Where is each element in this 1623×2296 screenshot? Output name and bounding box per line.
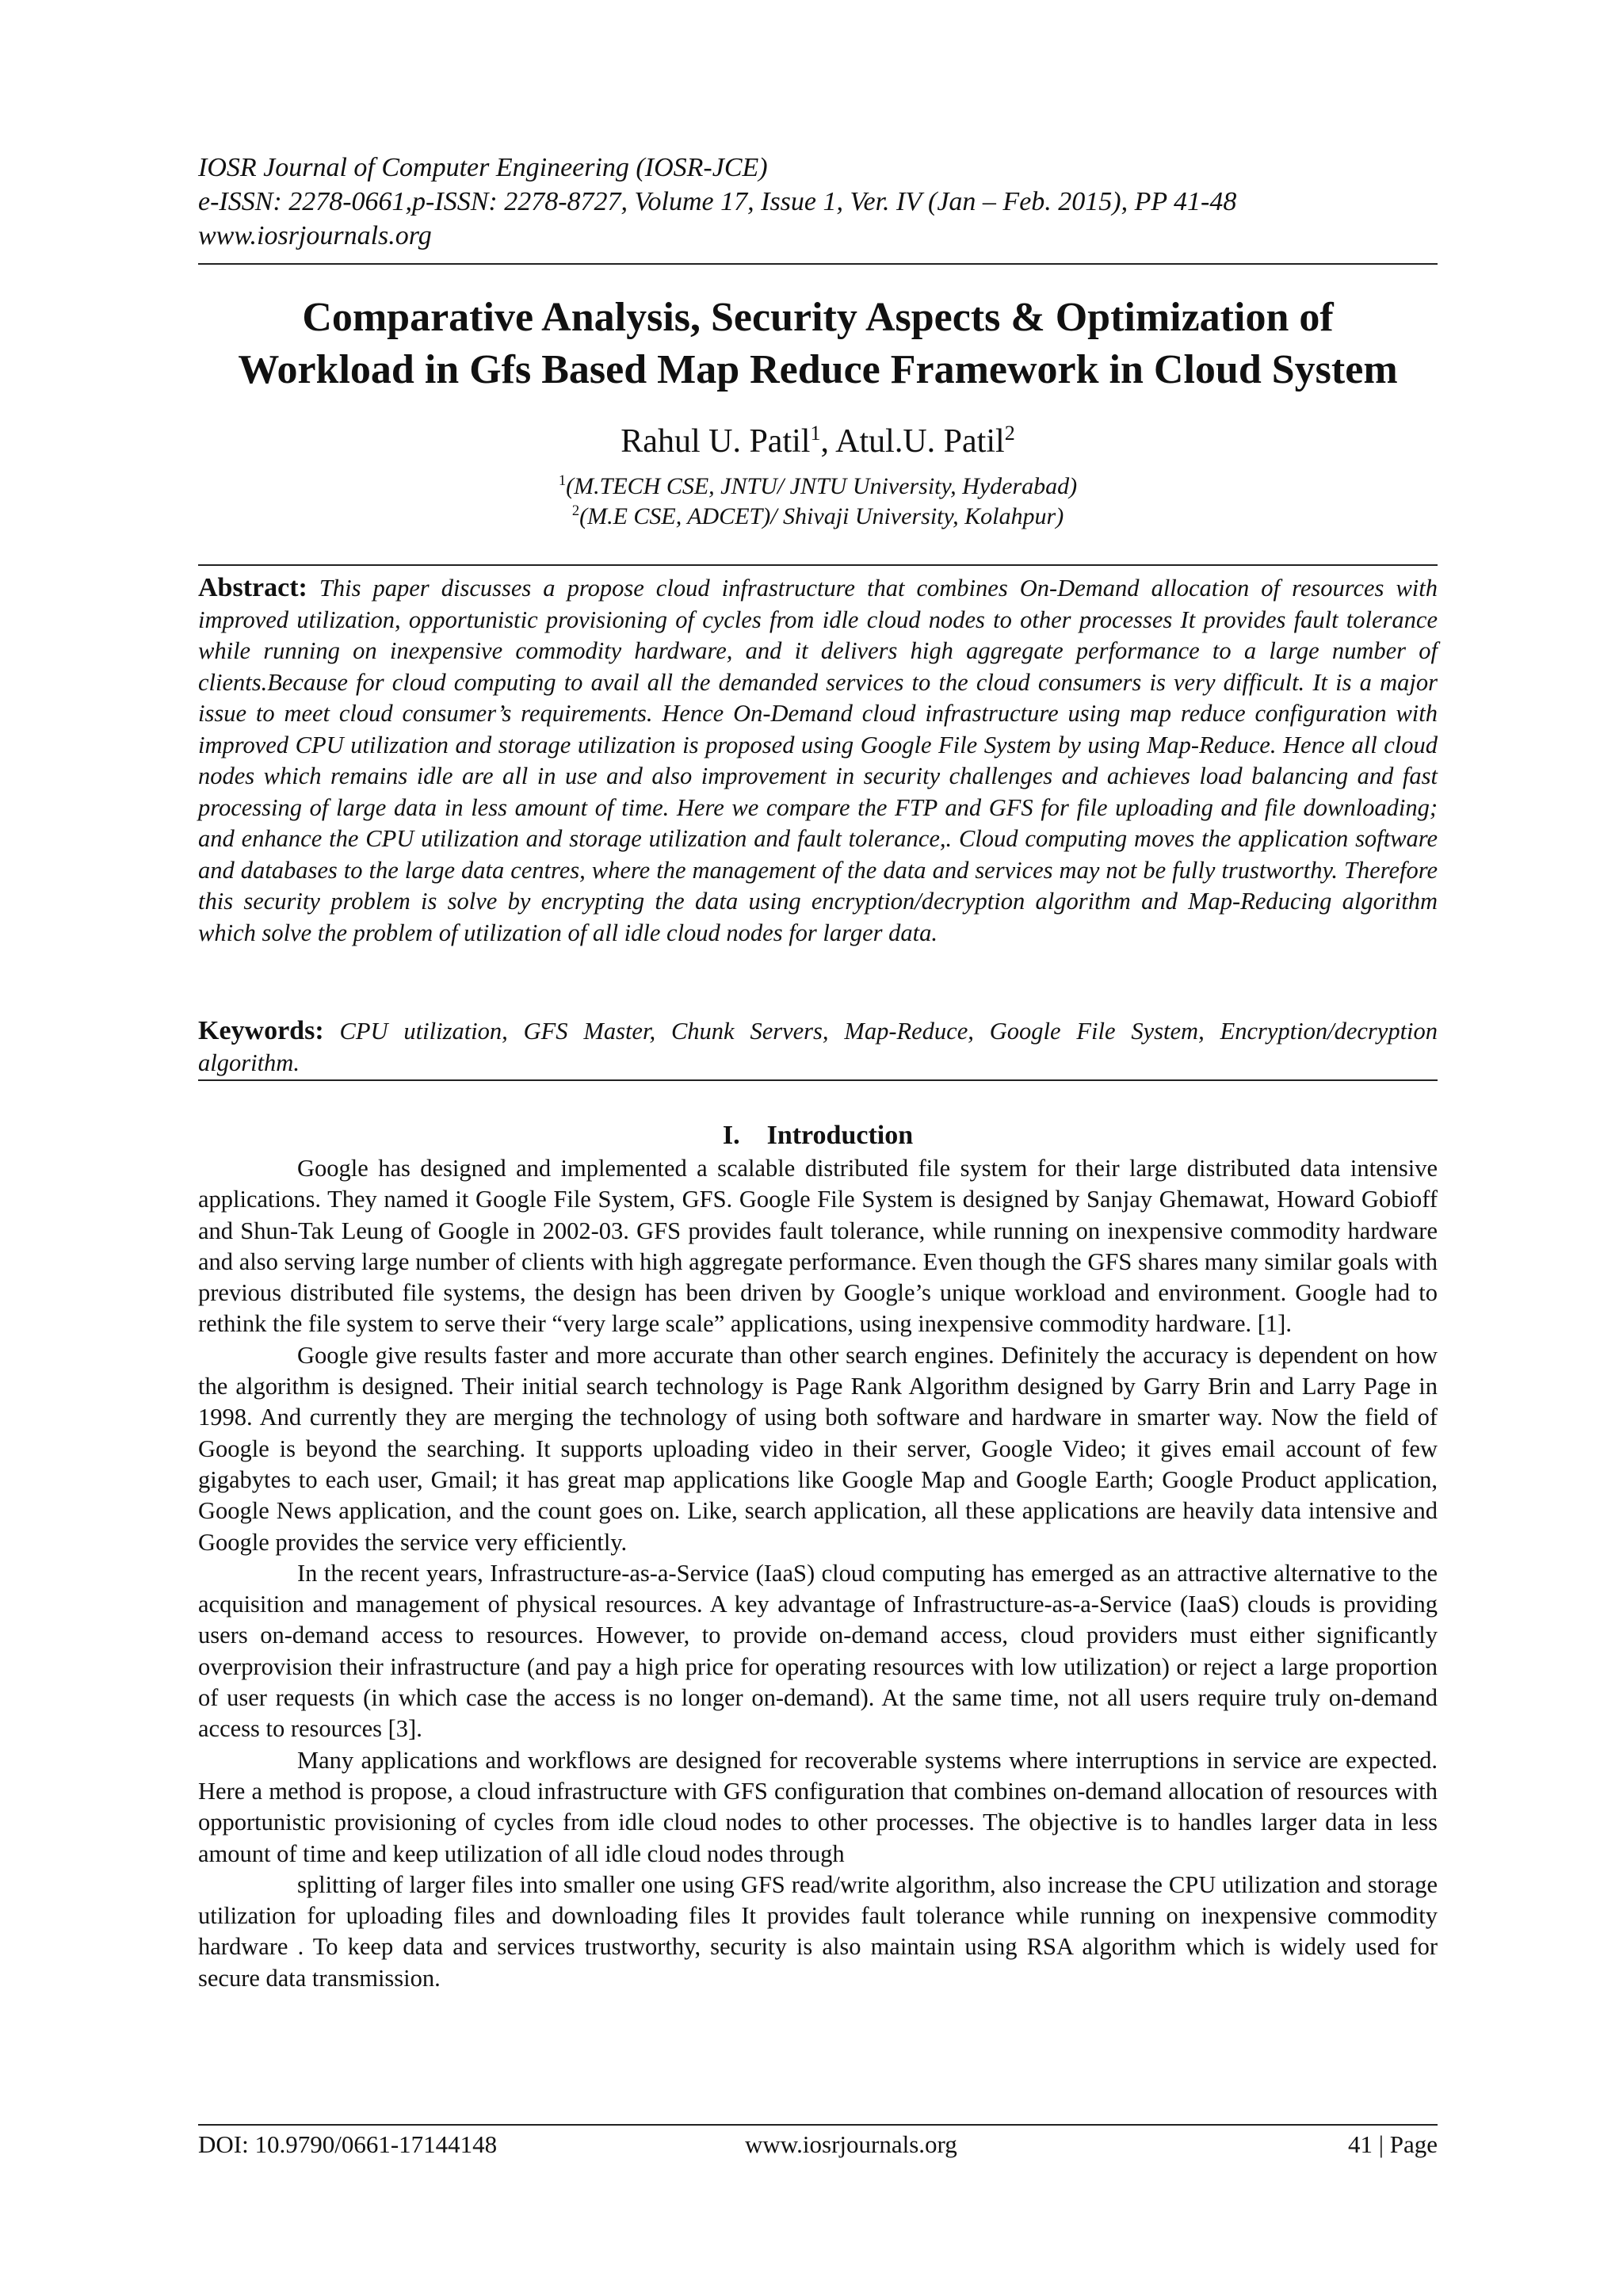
footer-rule [198, 2124, 1438, 2126]
abstract-label: Abstract: [198, 573, 307, 602]
journal-website[interactable]: www.iosrjournals.org [198, 221, 432, 250]
author-name: Atul.U. Patil [835, 423, 1005, 460]
body-paragraph: splitting of larger files into smaller one using GFS read/write algorithm, also increase the CPU utilization and storage utilization for uploading files and downloading files It provides fault tolerance while running on inexpensive commodity hardware . To keep data and services trustworthy, security is also maintain using RSA algorithm which is widely used for secure data transmission. [198, 1870, 1438, 1992]
abstract-bottom-rule [198, 1079, 1438, 1081]
affiliation-mark: 2 [571, 502, 580, 519]
abstract-top-rule [198, 564, 1438, 566]
journal-issn: e-ISSN: 2278-0661,p-ISSN: 2278-8727, Volume 17, Issue 1, Ver. IV (Jan – Feb. 2015), PP 41-48 [198, 187, 1237, 216]
keywords [198, 1015, 1438, 1079]
journal-header [198, 151, 1438, 253]
keywords-text: CPU utilization, GFS Master, Chunk Servers, Map-Reduce, Google File System, Encryption/decryption algorithm. [198, 1018, 1438, 1076]
affiliation-text: (M.TECH CSE, JNTU/ JNTU University, Hyderabad) [566, 473, 1078, 499]
paper-title [198, 292, 1438, 396]
footer-doi: DOI: 10.9790/0661-17144148 [198, 2130, 498, 2158]
affiliation-line [198, 502, 1438, 532]
section-title: Introduction [766, 1121, 914, 1150]
section-number: I. [722, 1121, 740, 1150]
body-paragraph: In the recent years, Infrastructure-as-a-Service (IaaS) cloud computing has emerged as an attractive alternative to the acquisition and management of physical resources. A key advantage of Infrastructure-as-a-Service (IaaS) clouds is providing users on-demand access to resources. However, to provide on-demand access, cloud providers must either significantly overprovision their infrastructure (and pay a high price for operating resources with low utilization) or reject a large proportion of user requests (in which case the access is no longer on-demand). At the same time, not all users require truly on-demand access to resources [3]. [198, 1559, 1438, 1743]
introduction-body [198, 1153, 1438, 1994]
author-name: Rahul U. Patil [621, 423, 811, 460]
keywords-label: Keywords: [198, 1016, 324, 1045]
affiliation-text: (M.E CSE, ADCET)/ Shivaji University, Kolahpur) [579, 503, 1064, 529]
affiliations [198, 472, 1438, 532]
author-mark: 2 [1004, 422, 1015, 445]
title-line-2: Workload in Gfs Based Map Reduce Framework in Cloud System [238, 347, 1398, 392]
footer-website[interactable]: www.iosrjournals.org [745, 2130, 957, 2158]
author-list [198, 420, 1438, 463]
journal-name: IOSR Journal of Computer Engineering (IOSR-JCE) [198, 153, 768, 182]
abstract-text: This paper discusses a propose cloud infrastructure that combines On-Demand allocation of resources with improved utilization, opportunistic provisioning of cycles from idle cloud nodes to other processes It provides fault tolerance while running on inexpensive commodity hardware, and it delivers high aggregate performance to a large number of clients.Because for cloud computing to avail all the demanded services to the cloud consumers is very difficult. It is a major issue to meet cloud consumer’s requirements. Hence On-Demand cloud infrastructure using map reduce configuration with improved CPU utilization and storage utilization is proposed using Google File System by using Map-Reduce. Hence all cloud nodes which remains idle are all in use and also improvement in security challenges and achieves load balancing and fast processing of large data in less amount of time. Here we compare the FTP and GFS for file uploading and file downloading; and enhance the CPU utilization and storage utilization and fault tolerance,. Cloud computing moves the application software and databases to the large data centres, where the management of the data and services may not be fully trustworthy. Therefore this security problem is solve by encrypting the data using encryption/decryption algorithm and Map-Reducing algorithm which solve the problem of utilization of all idle cloud nodes for larger data. [198, 575, 1438, 946]
affiliation-line [198, 472, 1438, 502]
body-paragraph: Google has designed and implemented a scalable distributed file system for their large distributed data intensive applications. They named it Google File System, GFS. Google File System is designed by Sanjay Ghemawat, Howard Gobioff and Shun-Tak Leung of Google in 2002-03. GFS provides fault tolerance, while running on inexpensive commodity hardware and also serving large number of clients with high aggregate performance. Even though the GFS shares many similar goals with previous distributed file systems, the design has been driven by Google’s unique workload and environment. Google had to rethink the file system to serve their “very large scale” applications, using inexpensive commodity hardware. [1]. [198, 1155, 1438, 1338]
title-line-1: Comparative Analysis, Security Aspects & Optimization of [302, 295, 1334, 340]
body-paragraph: Google give results faster and more accurate than other search engines. Definitely the accuracy is dependent on how the algorithm is designed. Their initial search technology is Page Rank Algorithm designed by Garry Brin and Larry Page in 1998. And currently they are merging the technology of using both software and hardware in smarter way. Now the field of Google is beyond the searching. It supports uploading video in their server, Google Video; it gives email account of few gigabytes to each user, Gmail; it has great map applications like Google Map and Google Earth; Google Product application, Google News application, and the count goes on. Like, search application, all these applications are heavily data intensive and Google provides the service very efficiently. [198, 1341, 1438, 1556]
author-separator: , [820, 423, 836, 460]
body-paragraph: Many applications and workflows are designed for recoverable systems where interruptions in service are expected. Here a method is propose, a cloud infrastructure with GFS configuration that combines on-demand allocation of resources with opportunistic provisioning of cycles from idle cloud nodes to other processes. The objective is to handles larger data in less amount of time and keep utilization of all idle cloud nodes through [198, 1746, 1438, 1867]
section-heading [198, 1120, 1438, 1152]
abstract [198, 572, 1438, 949]
author-mark: 1 [810, 422, 821, 445]
footer-page-number: 41 | Page [1348, 2130, 1438, 2158]
affiliation-mark: 1 [558, 472, 567, 489]
header-rule [198, 263, 1438, 265]
